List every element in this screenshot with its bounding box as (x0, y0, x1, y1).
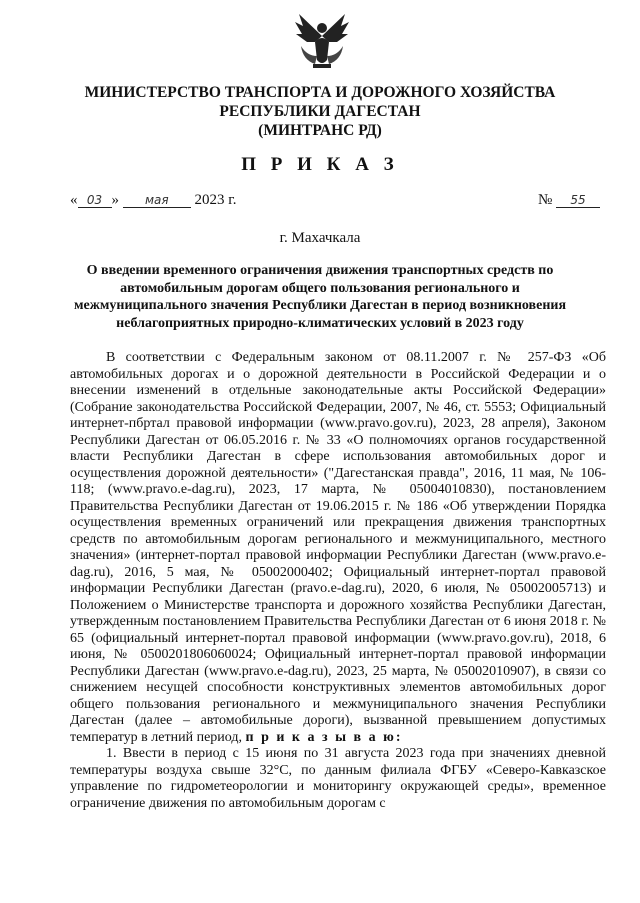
preamble-paragraph (70, 350, 606, 746)
dagestan-eagle-emblem-icon (293, 6, 351, 70)
date-open-quote: « (70, 192, 78, 208)
order-number (538, 192, 600, 209)
ministry-name-line2: РЕСПУБЛИКИ ДАГЕСТАН (219, 103, 421, 120)
order-number-value: 55 (556, 193, 600, 208)
ministry-short-name: (МИНТРАНС РД) (258, 122, 382, 139)
order-decree-word: п р и к а з ы в а ю: (245, 729, 403, 745)
ministry-header (60, 83, 580, 140)
date-year: 2023 г. (194, 192, 237, 208)
preamble-text: В соответствии с Федеральным законом от 08.11.2007 г. № 257-ФЗ «Об автомобильных дорогах и о дорожной деятельности в Российской Федерации и о внесении изменений в отдельные законодательные акты Российской Федерации» (Собрание законодательства Российской Федерации, 2007, № 46, ст. 5553; Официальный интернет-пбртал правовой информации (www.pravo.gov.ru), 2023, 28 апреля), Законом Республики Дагестан от 06.05.2016 г. № 33 «О полномочиях органов государственной власти Республики Дагестан в сфере использования автомобильных дорог и осуществления дорожной деятельности» ("Дагестанская правда", 2016, 11 мая, № 106-118; (www.pravo.e-dag.ru), 2023, 17 марта, № 05004010830), постановлением Правительства Республики Дагестан от 19.06.2015 г. № 186 «Об утверждении Порядка осуществления временных ограничений или прекращения движения транспортных средств по автомобильным дорогам регионального и межмуниципального, местного значения» (интернет-портал правовой информации Республики Дагестан (www.pravo.e-dag.ru), 2016, 5 мая, № 05002000402; Официальный интернет-портал правовой информации Республики Дагестан (pravo.e-dag.ru), 2020, 6 июля, № 05002005713) и Положением о Министерстве транспорта и дорожного хозяйства Республики Дагестан, утвержденным постановлением Правительства Республики Дагестан от 6 июня 2018 г. № 65 (официальный интернет-портал правовой информации (www.pravo.gov.ru), 2018, 6 июня, № 0500201806060024; Официальный интернет-портал правовой информации Республики Дагестан (www.pravo.e-dag.ru), 2023, 25 марта, № 05002010907), в связи со снижением несущей способности конструктивных элементов автомобильных дорог общего пользования регионального и межмуниципального значения Республики Дагестан (далее – автомобильные дороги), вызванной превышением допустимых температур в летний период, (70, 350, 606, 745)
date-month: мая (123, 193, 191, 208)
order-body (70, 350, 606, 812)
date-day: 03 (78, 193, 112, 208)
order-number-label: № (537, 192, 553, 208)
order-title: П Р И К А З (241, 154, 399, 175)
date-close-quote: » (111, 192, 119, 208)
order-date (70, 192, 236, 209)
clause-1-paragraph: 1. Ввести в период с 15 июня по 31 августа 2023 года при значениях дневной температуры воздуха свыше 32°С, по данным филиала ФГБУ «Северо-Кавказское управление по гидрометеорологии и мониторингу окружающей среды», временное ограничение движения по автомобильным дорогам с (70, 746, 606, 811)
order-heading: О введении временного ограничения движения транспортных средств по автомобильным дорогам общего пользования регионального и межмуниципального значения Республики Дагестан в период возникновения неблагоприятных природно-климатических условий в 2023 году (73, 263, 567, 331)
ministry-name-line1: МИНИСТЕРСТВО ТРАНСПОРТА И ДОРОЖНОГО ХОЗЯЙСТВА (84, 84, 556, 101)
order-city: г. Махачкала (279, 230, 361, 246)
